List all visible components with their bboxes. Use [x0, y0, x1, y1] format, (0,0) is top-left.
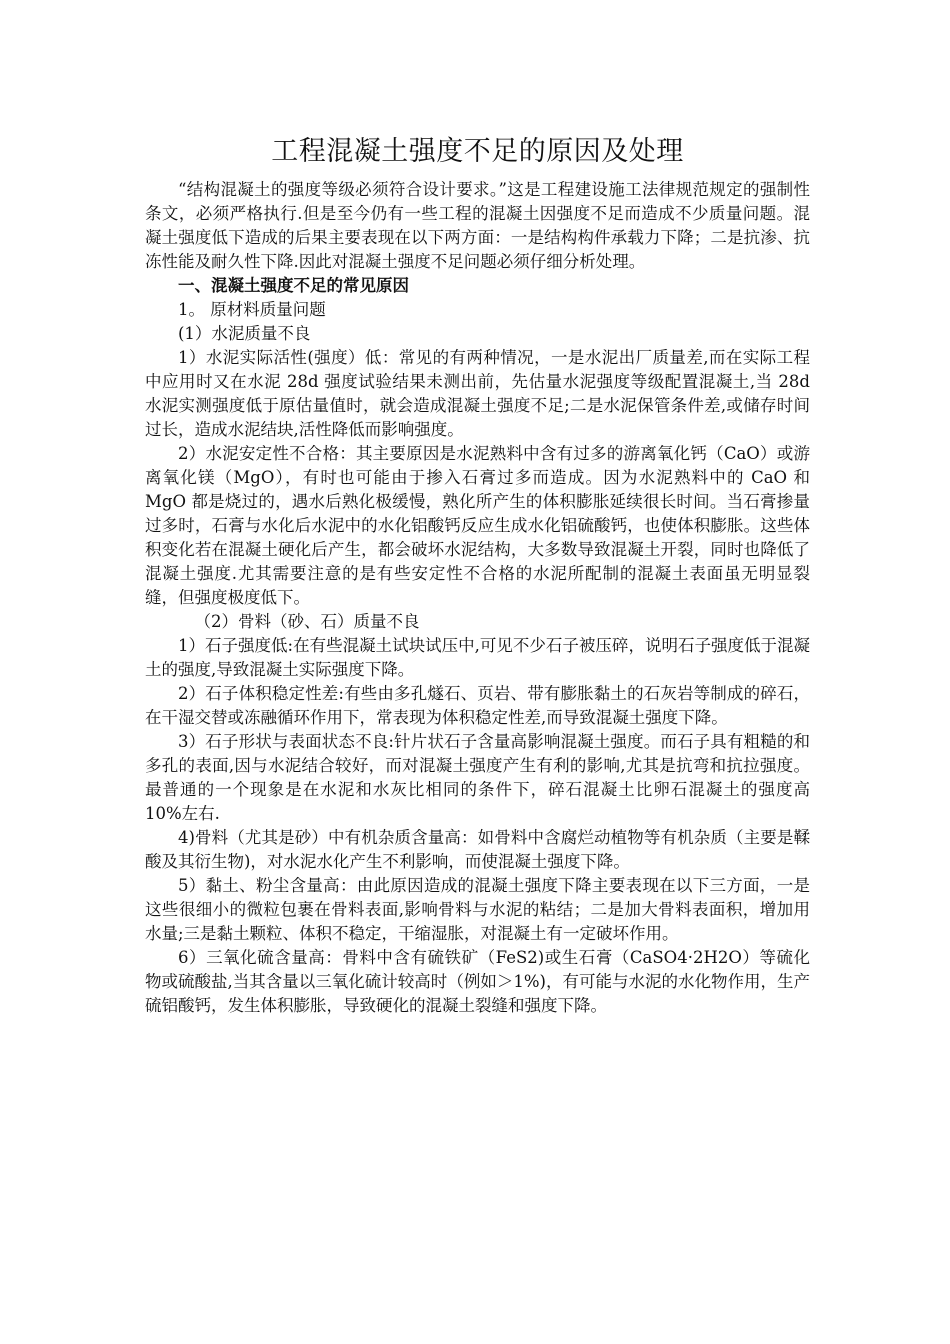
paragraph-cement-activity: 1）水泥实际活性(强度）低：常见的有两种情况，一是水泥出厂质量差,而在实际工程中应用时又在水泥 28d 强度试验结果未测出前，先估量水泥强度等级配置混凝土,当 28d 水泥实测强度低于原估量值时，就会造成混凝土强度不足;二是水泥保管条件差,或储存时间过长，造成水泥结块,活性降低而影响强度。	[145, 348, 810, 439]
subsection-raw-materials: 1。 原材料质量问题	[178, 300, 326, 319]
paragraph-stone-shape: 3）石子形状与表面状态不良:针片状石子含量高影响混凝土强度。而石子具有粗糙的和多孔的表面,因与水泥结合较好，而对混凝土强度产生有利的影响,尤其是抗弯和抗拉强度。最普通的一个现象是在水泥和水灰比相同的条件下，碎石混凝土比卵石混凝土的强度高 10%左右.	[145, 732, 810, 823]
intro-paragraph: “结构混凝土的强度等级必须符合设计要求。”这是工程建设施工法律规范规定的强制性条文，必须严格执行.但是至今仍有一些工程的混凝土因强度不足而造成不少质量问题。混凝土强度低下造成的后果主要表现在以下两方面：一是结构构件承载力下降；二是抗渗、抗冻性能及耐久性下降.因此对混凝土强度不足问题必须仔细分析处理。	[145, 180, 810, 271]
document-page	[145, 130, 810, 1018]
subsection-cement: (1）水泥质量不良	[178, 324, 311, 343]
paragraph-stone-stability: 2）石子体积稳定性差:有些由多孔燧石、页岩、带有膨胀黏土的石灰岩等制成的碎石，在干湿交替或冻融循环作用下，常表现为体积稳定性差,而导致混凝土强度下降。	[145, 684, 810, 727]
subsection-aggregate: （2）骨料（砂、石）质量不良	[194, 612, 420, 631]
paragraph-organic-impurity: 4)骨料（尤其是砂）中有机杂质含量高：如骨料中含腐烂动植物等有机杂质（主要是鞣酸及其衍生物)，对水泥水化产生不利影响，而使混凝土强度下降。	[145, 828, 810, 871]
paragraph-sulfur-trioxide: 6）三氧化硫含量高：骨料中含有硫铁矿（FeS2)或生石膏（CaSO4·2H2O）等硫化物或硫酸盐,当其含量以三氧化硫计较高时（例如＞1%)，有可能与水泥的水化物作用，生产硫铝酸钙，发生体积膨胀，导致硬化的混凝土裂缝和强度下降。	[145, 948, 810, 1015]
section-heading: 一、混凝土强度不足的常见原因	[178, 276, 409, 295]
paragraph-stone-strength: 1）石子强度低:在有些混凝土试块试压中,可见不少石子被压碎，说明石子强度低于混凝土的强度,导致混凝土实际强度下降。	[145, 636, 810, 679]
document-title: 工程混凝土强度不足的原因及处理	[271, 136, 684, 167]
paragraph-cement-soundness: 2）水泥安定性不合格：其主要原因是水泥熟料中含有过多的游离氧化钙（CaO）或游离氧化镁（MgO），有时也可能由于掺入石膏过多而造成。因为水泥熟料中的 CaO 和 MgO 都是烧过的，遇水后熟化极缓慢，熟化所产生的体积膨胀延续很长时间。当石膏掺量过多时，石膏与水化后水泥中的水化铝酸钙反应生成水化铝硫酸钙，也使体积膨胀。这些体积变化若在混凝土硬化后产生，都会破坏水泥结构，大多数导致混凝土开裂，同时也降低了混凝土强度.尤其需要注意的是有些安定性不合格的水泥所配制的混凝土表面虽无明显裂缝，但强度极度低下。	[145, 444, 810, 607]
paragraph-clay-dust: 5）黏土、粉尘含量高：由此原因造成的混凝土强度下降主要表现在以下三方面，一是这些很细小的微粒包裹在骨料表面,影响骨料与水泥的粘结；二是加大骨料表面积，增加用水量;三是黏土颗粒、体积不稳定，干缩湿胀，对混凝土有一定破坏作用。	[145, 876, 810, 943]
